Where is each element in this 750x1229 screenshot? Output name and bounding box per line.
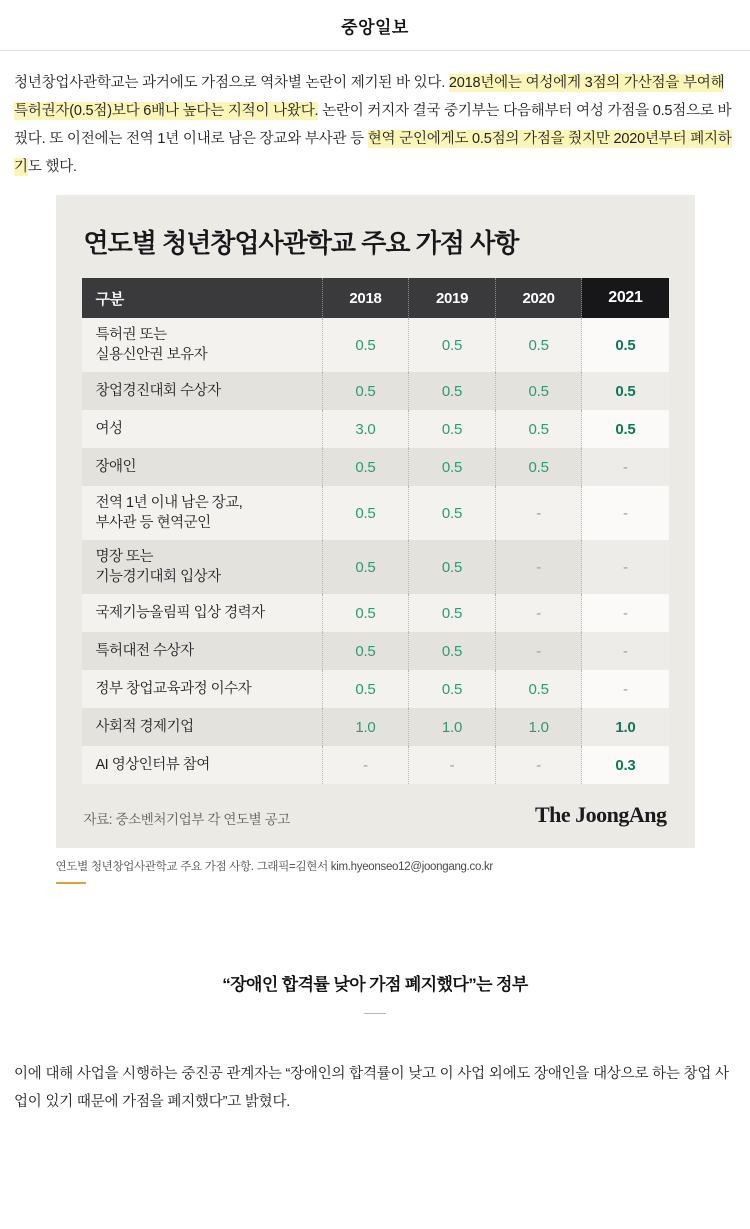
row-value: 0.5	[322, 372, 409, 410]
body-text: 논란이 커지자 결국 중기부는 다음해부터 여성 가점을 0.5점으로 바꿨다. 또 이전에는 전역 1년 이내로 남은 장교와 부사관 등	[14, 103, 732, 147]
row-value: 0.5	[322, 318, 409, 372]
col-header-label: 구분	[82, 278, 323, 318]
row-value: -	[409, 746, 496, 784]
highlighted-text: 현역 군인에게도 0.5점의 가점을 줬지만 2020년부터 폐지하기	[14, 131, 732, 175]
table-row	[82, 372, 669, 410]
caption-rule	[56, 882, 86, 884]
row-value: 0.5	[495, 448, 582, 486]
row-value: -	[495, 746, 582, 784]
row-value: 0.5	[582, 318, 669, 372]
row-value: 1.0	[495, 708, 582, 746]
row-value: 0.5	[322, 670, 409, 708]
row-label: 국제기능올림픽 입상 경력자	[82, 594, 323, 632]
row-label: 정부 창업교육과정 이수자	[82, 670, 323, 708]
table-row	[82, 540, 669, 594]
row-value: -	[582, 448, 669, 486]
table-row	[82, 318, 669, 372]
row-value: 0.5	[495, 372, 582, 410]
points-table	[82, 278, 669, 784]
row-label: 창업경진대회 수상자	[82, 372, 323, 410]
row-value: 0.5	[409, 632, 496, 670]
row-value: 0.5	[582, 372, 669, 410]
row-value: -	[495, 632, 582, 670]
col-header-2021: 2021	[582, 278, 669, 318]
body-text: 청년창업사관학교는 과거에도 가점으로 역차별 논란이 제기된 바 있다.	[14, 75, 449, 91]
figure-graphic	[56, 195, 695, 884]
table-row	[82, 486, 669, 540]
table-row	[82, 448, 669, 486]
row-value: -	[495, 594, 582, 632]
row-value: 0.5	[495, 318, 582, 372]
table-row	[82, 594, 669, 632]
row-value: -	[582, 594, 669, 632]
article-tail	[0, 1014, 750, 1154]
row-value: 0.5	[409, 540, 496, 594]
row-value: -	[322, 746, 409, 784]
row-value: 0.3	[582, 746, 669, 784]
row-value: -	[495, 486, 582, 540]
graphic-title: 연도별 청년창업사관학교 주요 가점 사항	[83, 228, 519, 258]
row-value: 0.5	[409, 670, 496, 708]
row-label: AI 영상인터뷰 참여	[82, 746, 323, 784]
row-value: 1.0	[582, 708, 669, 746]
row-value: 0.5	[495, 670, 582, 708]
table-row	[82, 746, 669, 784]
row-value: 1.0	[322, 708, 409, 746]
joongang-logo: The JoongAng	[534, 802, 667, 827]
row-value: 0.5	[322, 632, 409, 670]
row-label: 장애인	[82, 448, 323, 486]
table-row	[82, 708, 669, 746]
row-label: 명장 또는 기능경기대회 입상자	[82, 540, 323, 594]
row-value: 0.5	[409, 594, 496, 632]
row-value: 0.5	[409, 318, 496, 372]
row-value: -	[582, 632, 669, 670]
row-value: 0.5	[322, 540, 409, 594]
publication-title: 중앙일보	[341, 18, 409, 37]
paragraph-2: 이에 대해 사업을 시행하는 중진공 관계자는 “장애인의 합격률이 낮고 이 사업 외에도 장애인을 대상으로 하는 창업 사업이 있기 때문에 가점을 폐지했다”고 밝혔다.	[14, 1066, 729, 1110]
table-row	[82, 632, 669, 670]
subhead-section	[0, 970, 750, 1014]
row-value: 3.0	[322, 410, 409, 448]
body-text: 도 했다.	[27, 159, 77, 175]
table-body	[82, 318, 669, 784]
row-value: 0.5	[409, 410, 496, 448]
masthead	[0, 0, 750, 50]
col-header-2020: 2020	[495, 278, 582, 318]
highlighted-text: 2018년에는 여성에게 3점의 가산점을 부여해 특허권자(0.5점)보다 6배나 높다는 지적이 나왔다.	[14, 75, 725, 119]
row-value: 0.5	[322, 486, 409, 540]
table-row	[82, 410, 669, 448]
col-header-2018: 2018	[322, 278, 409, 318]
graphic-card	[56, 195, 695, 848]
graphic-footer	[82, 784, 669, 830]
row-value: 0.5	[409, 486, 496, 540]
col-header-2019: 2019	[409, 278, 496, 318]
row-value: 0.5	[409, 372, 496, 410]
row-value: -	[582, 486, 669, 540]
paragraph-1	[14, 69, 736, 181]
row-value: -	[495, 540, 582, 594]
row-value: 1.0	[409, 708, 496, 746]
row-value: 0.5	[495, 410, 582, 448]
row-label: 전역 1년 이내 남은 장교, 부사관 등 현역군인	[82, 486, 323, 540]
row-value: 0.5	[409, 448, 496, 486]
row-label: 특허대전 수상자	[82, 632, 323, 670]
table-head	[82, 278, 669, 318]
row-label: 여성	[82, 410, 323, 448]
row-value: -	[582, 670, 669, 708]
graphic-source: 자료: 중소벤처기업부 각 연도별 공고	[83, 812, 290, 827]
row-label: 특허권 또는 실용신안권 보유자	[82, 318, 323, 372]
article-subhead: “장애인 합격률 낮아 가점 폐지했다”는 정부	[222, 975, 528, 994]
article-body	[0, 51, 750, 181]
figure-caption: 연도별 청년창업사관학교 주요 가점 사항. 그래픽=김현서 kim.hyeonseo12@joongang.co.kr	[55, 861, 493, 873]
table-header-row	[82, 278, 669, 318]
row-value: 0.5	[582, 410, 669, 448]
table-row	[82, 670, 669, 708]
row-value: 0.5	[322, 448, 409, 486]
row-value: -	[582, 540, 669, 594]
row-value: 0.5	[322, 594, 409, 632]
row-label: 사회적 경제기업	[82, 708, 323, 746]
